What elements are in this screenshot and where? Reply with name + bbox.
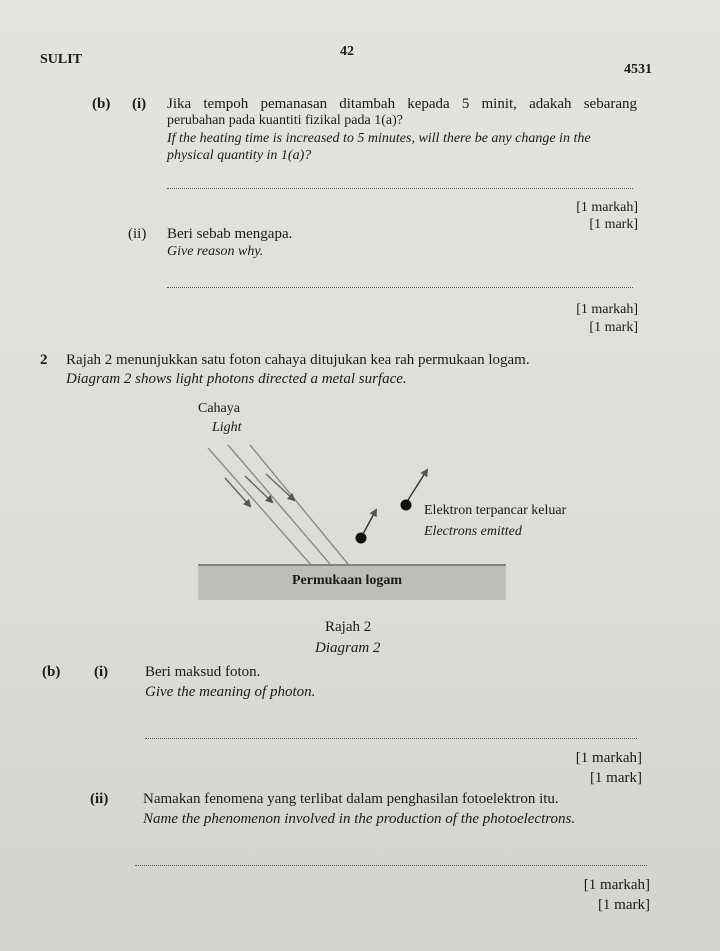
diagram-electron-english: Electrons emitted	[424, 524, 522, 539]
q2b-ii-mark-malay: [1 markah]	[583, 877, 650, 893]
diagram-light-malay: Cahaya	[198, 401, 240, 416]
q1b-i-english-line2: physical quantity in 1(a)?	[167, 148, 312, 163]
q1b-i-mark-malay: [1 markah]	[576, 200, 638, 215]
q2-intro-malay: Rajah 2 menunjukkan satu foton cahaya ditujukan kea rah permukaan logam.	[66, 352, 530, 368]
q1b-i-number: (i)	[132, 96, 147, 112]
q1b-ii-number: (ii)	[128, 226, 147, 242]
page-number: 42	[340, 44, 354, 59]
diagram-caption-malay: Rajah 2	[325, 619, 372, 635]
light-ray-1	[208, 448, 312, 566]
light-ray-3	[250, 445, 348, 564]
light-ray-arrow-3	[266, 474, 294, 500]
q1b-ii-mark-english: [1 mark]	[589, 320, 638, 335]
q1b-i-mark-english: [1 mark]	[589, 217, 638, 232]
light-rays	[208, 445, 348, 566]
electron-2	[401, 500, 412, 511]
q2b-label: (b)	[42, 664, 61, 680]
diagram-light-english: Light	[212, 420, 242, 435]
q1b-ii-malay: Beri sebab mengapa.	[167, 226, 293, 242]
diagram-electron-malay: Elektron terpancar keluar	[424, 503, 567, 518]
q2b-ii-number: (ii)	[90, 791, 109, 807]
light-ray-2	[228, 445, 330, 564]
diagram-caption-english: Diagram 2	[315, 640, 381, 656]
q2b-ii-english: Name the phenomenon involved in the production of the photoelectrons.	[143, 811, 576, 827]
electrons	[356, 470, 428, 544]
q2-intro-english: Diagram 2 shows light photons directed a metal surface.	[66, 371, 407, 387]
q2b-ii-answer-line[interactable]	[135, 865, 647, 866]
q2b-i-mark-malay: [1 markah]	[575, 750, 642, 766]
q2b-i-malay: Beri maksud foton.	[145, 664, 261, 680]
q2b-i-mark-english: [1 mark]	[589, 770, 642, 786]
q1b-ii-mark-malay: [1 markah]	[576, 302, 638, 317]
q2b-ii-malay: Namakan fenomena yang terlibat dalam penghasilan fotoelektron itu.	[143, 791, 559, 807]
diagram-surface-label: Permukaan logam	[292, 573, 403, 588]
q2b-i-answer-line[interactable]	[145, 738, 637, 739]
q1b-ii-answer-line[interactable]	[167, 287, 633, 288]
q2-number: 2	[40, 352, 48, 368]
paper-code: 4531	[624, 62, 652, 77]
q1b-ii-english: Give reason why.	[167, 244, 264, 259]
q1b-label: (b)	[92, 96, 111, 112]
electron-1-arrow	[363, 510, 376, 534]
header-sulit: SULIT	[40, 52, 83, 67]
q1b-i-malay-line1: Jika tempoh pemanasan ditambah kepada 5 minit, adakah sebarang	[167, 96, 637, 112]
q2b-i-english: Give the meaning of photon.	[145, 684, 316, 700]
q2b-i-number: (i)	[94, 664, 109, 680]
q1b-i-english-line1: If the heating time is increased to 5 minutes, will there be any change in the	[167, 131, 591, 146]
electron-2-arrow	[408, 470, 427, 500]
electron-1	[356, 533, 367, 544]
q1b-i-answer-line[interactable]	[167, 188, 633, 189]
q1b-i-malay-line2: perubahan pada kuantiti fizikal pada 1(a)?	[167, 113, 403, 128]
q2b-ii-mark-english: [1 mark]	[597, 897, 650, 913]
